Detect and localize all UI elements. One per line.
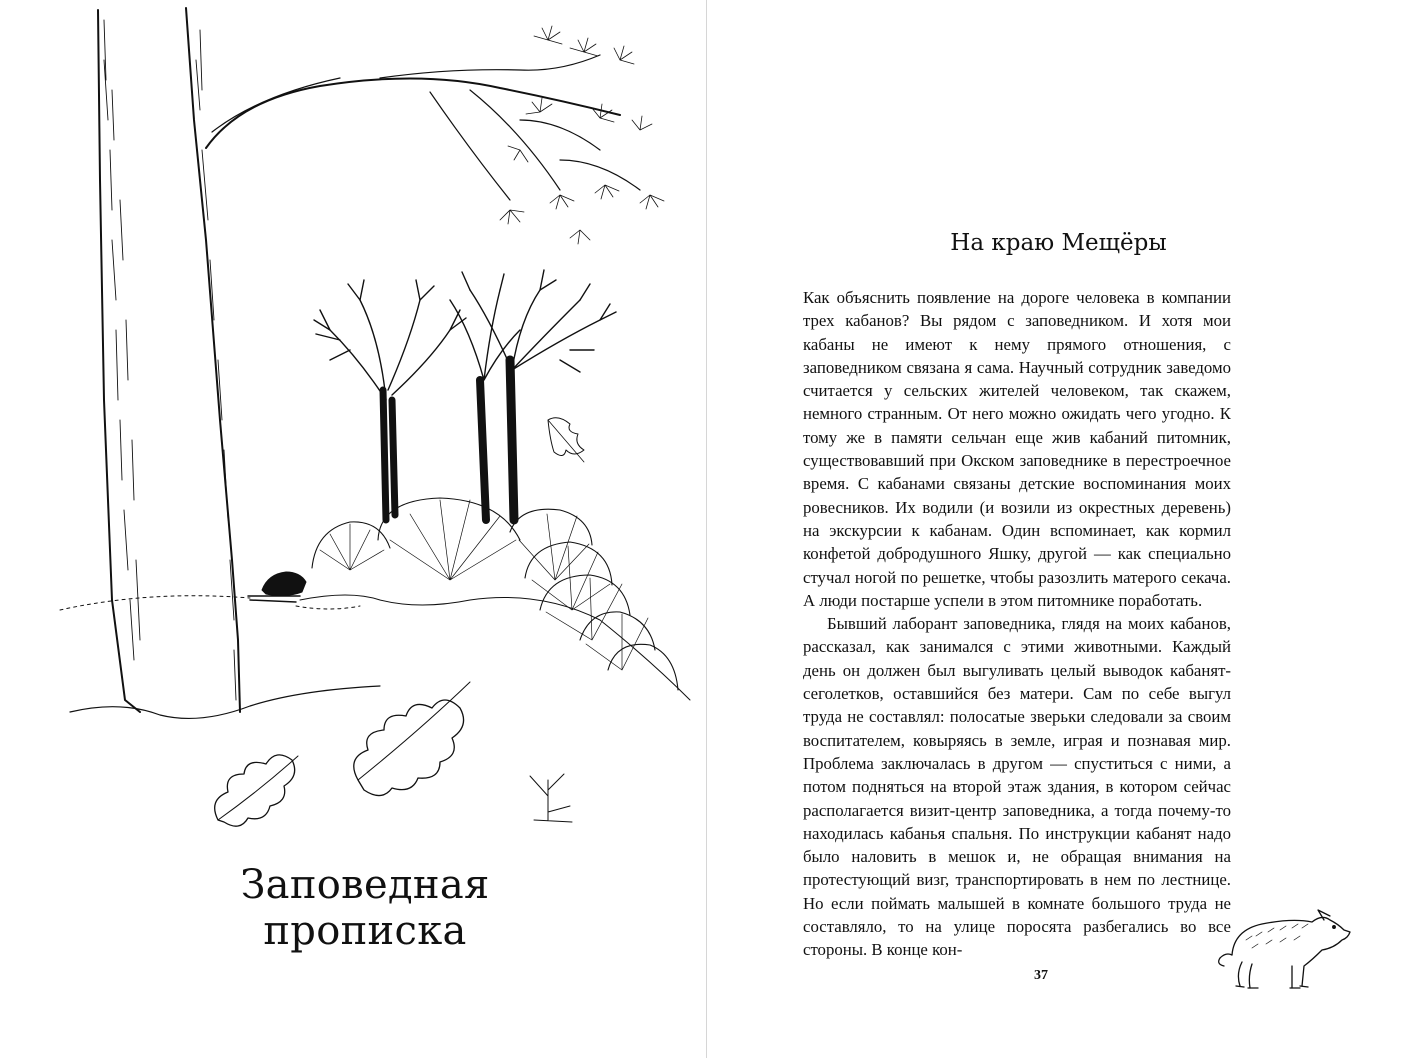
paragraph-2: Бывший лаборант заповедника, глядя на моих кабанов, рассказал, как занимался с этими животными. Каждый день он должен был выгуливать целый выводок кабанят-сеголетков, оставшийся без матери. Сам по себе выгул труда не составлял: полосатые зверьки следовали за своим воспитателем, ковыряясь в земле, играя и познавая мир. Проблема заключалась в другом — спуститься с ними, а потом подняться на второй этаж здания, в котором сейчас располагается визит-центр заповедника, а тогда почему-то находилась кабанья спальня. По инструкции кабанят надо было наловить в мешок и, не обращая внимания на протестующий визг, транспортировать в нем по лестнице. Но если поймать малышей в комнате большого труда не составляло, то на улице поросята разбегались во все стороны. В конце кон- [803,614,1231,960]
forest-illustration [0,0,706,860]
body-text [803,286,1231,962]
section-title [120,862,610,954]
right-page [707,0,1410,1058]
section-title-line1: Заповедная [240,862,490,908]
paragraph-1: Как объяснить появление на дороге человека в компании трех кабанов? Вы рядом с заповедником. И хотя мои кабаны не имеют к нему прямого отношения, с заповедником связана я сама. Научный сотрудник заведомо считается у сельских жителей человеком, так скажем, немного странным. От него можно ожидать чего угодно. К тому же в памяти сельчан еще жив кабаний питомник, существовавший при Окском заповеднике в перестроечное время. С кабанами связаны детские воспоминания моих ровесников. Их водили (и возили из окрестных деревень) на экскурсии к кабанам. Один вспоминает, как кормил конфетой добродушного Яшку, другой — как специально стучал ногой по решетке, чтобы разозлить матерого секача. А люди постарше успели в этом питомнике поработать. [803,288,1231,610]
chapter-title: На краю Мещёры [950,230,1167,256]
section-title-line2: прописка [263,908,467,954]
boar-illustration [1212,900,1357,1000]
page-number: 37 [1034,968,1048,983]
